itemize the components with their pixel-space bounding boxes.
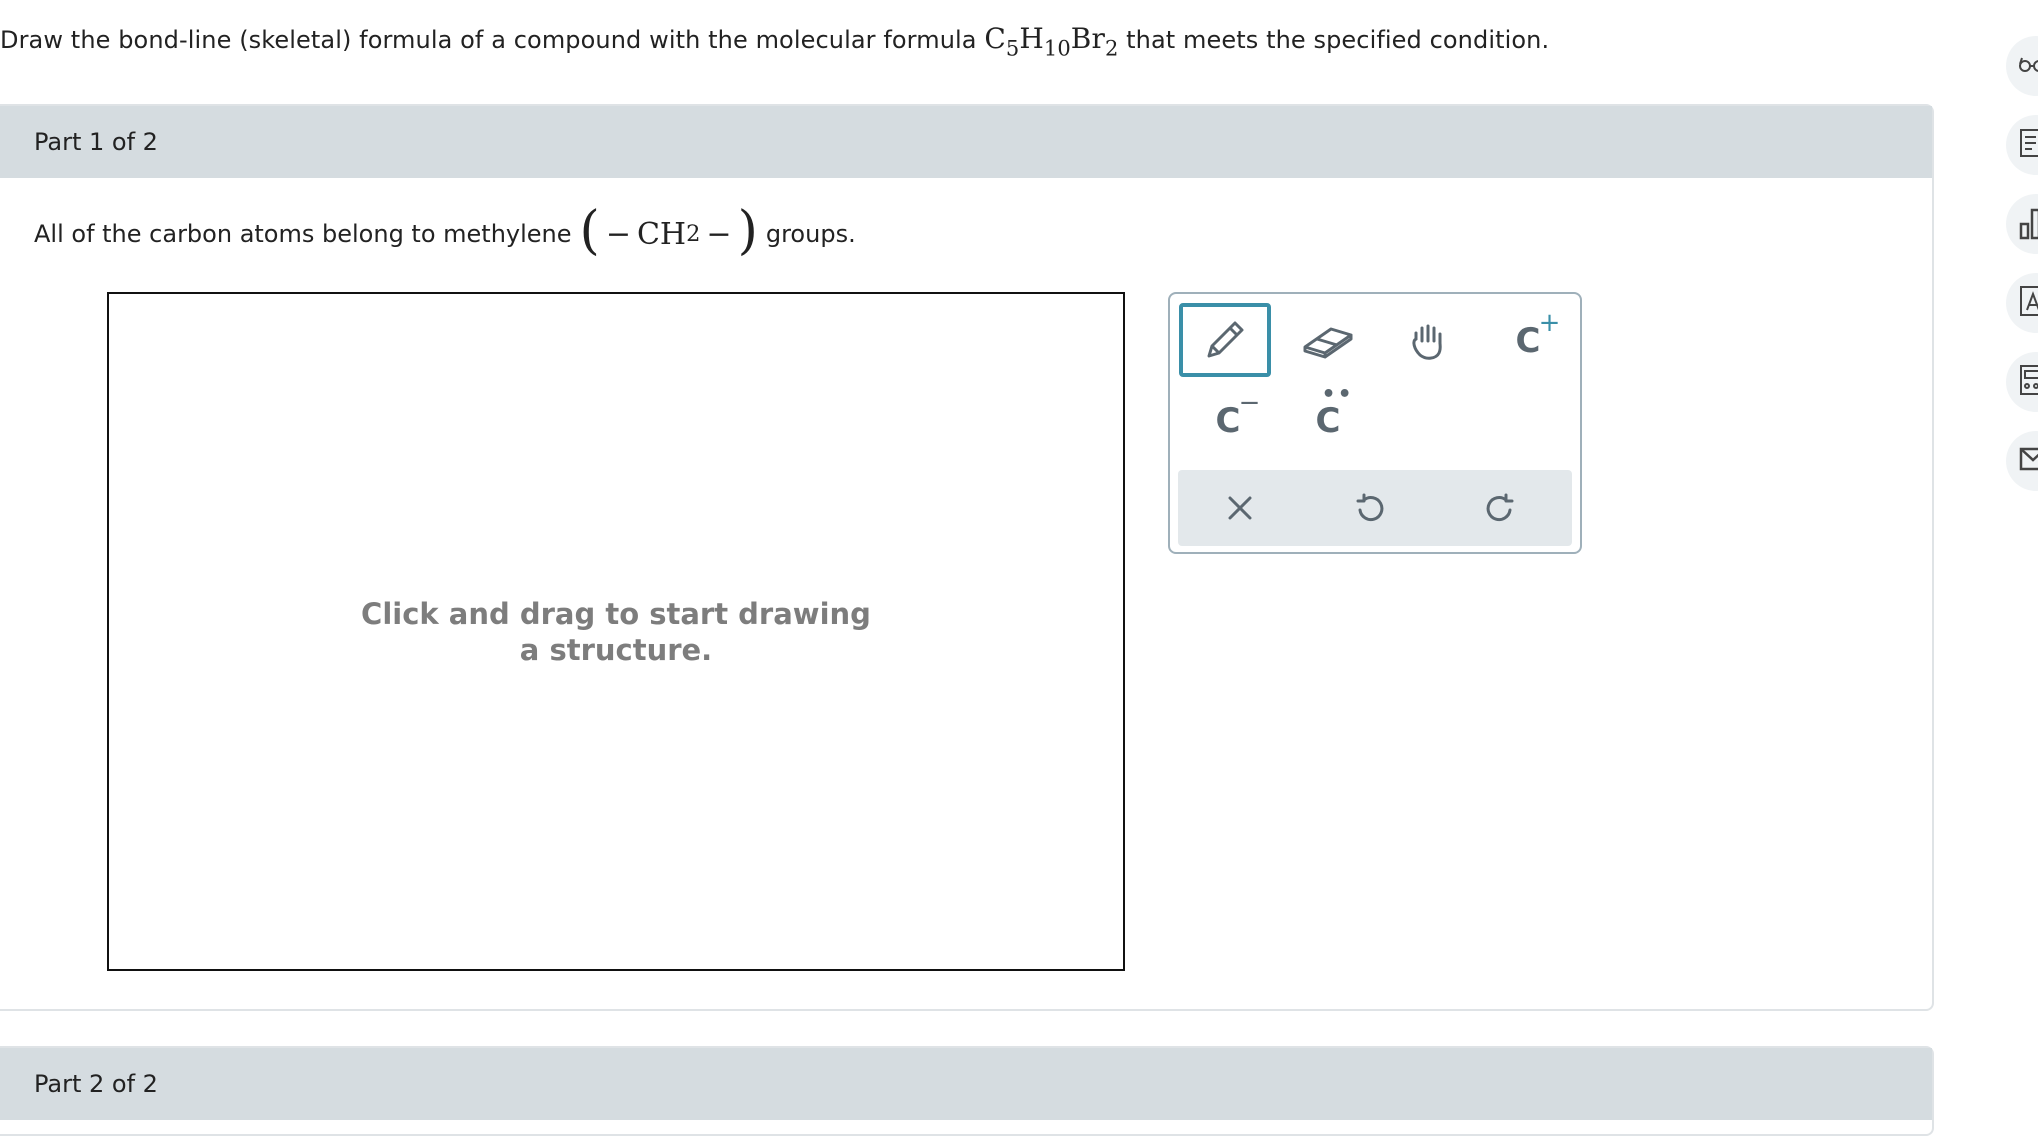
formula-h: H: [1019, 22, 1044, 55]
drawing-canvas[interactable]: [107, 292, 1125, 971]
notes-icon: [2018, 127, 2038, 163]
negative-charge-c: C: [1215, 401, 1241, 441]
prompt-text-after: groups.: [765, 220, 856, 248]
redo-button[interactable]: [1460, 473, 1540, 543]
mail-button[interactable]: [2006, 431, 2038, 491]
formula-c-count: 5: [1005, 36, 1020, 61]
eraser-tool[interactable]: [1288, 306, 1368, 376]
formula-c: C: [984, 22, 1006, 55]
mail-icon: [2018, 446, 2038, 476]
glasses-icon: [2018, 54, 2038, 78]
calculator-icon: [2018, 363, 2038, 401]
redo-icon: [1484, 492, 1516, 524]
clear-button[interactable]: [1200, 473, 1280, 543]
negative-charge-sign: −: [1238, 388, 1261, 418]
x-icon: [1225, 493, 1255, 523]
formula-br: Br: [1070, 22, 1105, 55]
formula-h-count: 10: [1043, 36, 1071, 61]
question-text-after: that meets the specified condition.: [1126, 26, 1550, 54]
part-1-prompt: [34, 201, 856, 261]
part-1-header: Part 1 of 2: [0, 106, 1932, 178]
pencil-tool[interactable]: [1179, 303, 1271, 377]
bond-dash-right: −: [706, 216, 732, 252]
prompt-text-before: All of the carbon atoms belong to methylene: [34, 220, 572, 248]
undo-button[interactable]: [1330, 473, 1410, 543]
pencil-icon: [1201, 316, 1249, 364]
negative-charge-tool[interactable]: [1188, 386, 1268, 456]
periodic-table-button[interactable]: [2006, 273, 2038, 333]
positive-charge-sign: +: [1538, 308, 1561, 338]
undo-icon: [1354, 492, 1386, 524]
canvas-hint: Click and drag to start drawing a structure.: [361, 596, 871, 667]
positive-charge-tool[interactable]: [1488, 306, 1568, 376]
bar-chart-icon: [2018, 204, 2038, 244]
bond-dash-left: −: [605, 216, 631, 252]
glasses-button[interactable]: [2006, 36, 2038, 96]
lone-pair-tool[interactable]: [1288, 382, 1368, 456]
question-text: [0, 22, 1550, 61]
bar-chart-button[interactable]: [2006, 194, 2038, 254]
molecular-formula: [984, 22, 1119, 61]
negative-charge-icon: [1215, 388, 1261, 441]
part-2-header: Part 2 of 2: [0, 1048, 1932, 1120]
methylene-group: ( − CH 2 − ): [579, 201, 758, 261]
open-paren: (: [579, 201, 600, 261]
notes-button[interactable]: [2006, 115, 2038, 175]
question-text-before: Draw the bond-line (skeletal) formula of a compound with the molecular formula: [0, 26, 977, 54]
periodic-table-icon: [2018, 284, 2038, 322]
positive-charge-c: C: [1515, 321, 1541, 361]
lone-pair-icon: [1315, 382, 1354, 441]
formula-br-count: 2: [1104, 36, 1119, 61]
close-paren: ): [737, 201, 758, 261]
lone-pair-c: C: [1315, 401, 1341, 441]
eraser-icon: [1301, 321, 1355, 361]
part-2-card: [0, 1046, 1934, 1136]
methylene-ch: CH: [636, 216, 687, 252]
hand-icon: [1406, 319, 1450, 363]
action-bar: [1178, 470, 1572, 546]
hand-tool[interactable]: [1388, 306, 1468, 376]
drawing-toolbox: [1168, 292, 1582, 554]
positive-charge-icon: [1515, 308, 1561, 361]
lone-pair-dots: ••: [1321, 382, 1354, 407]
calculator-button[interactable]: [2006, 352, 2038, 412]
